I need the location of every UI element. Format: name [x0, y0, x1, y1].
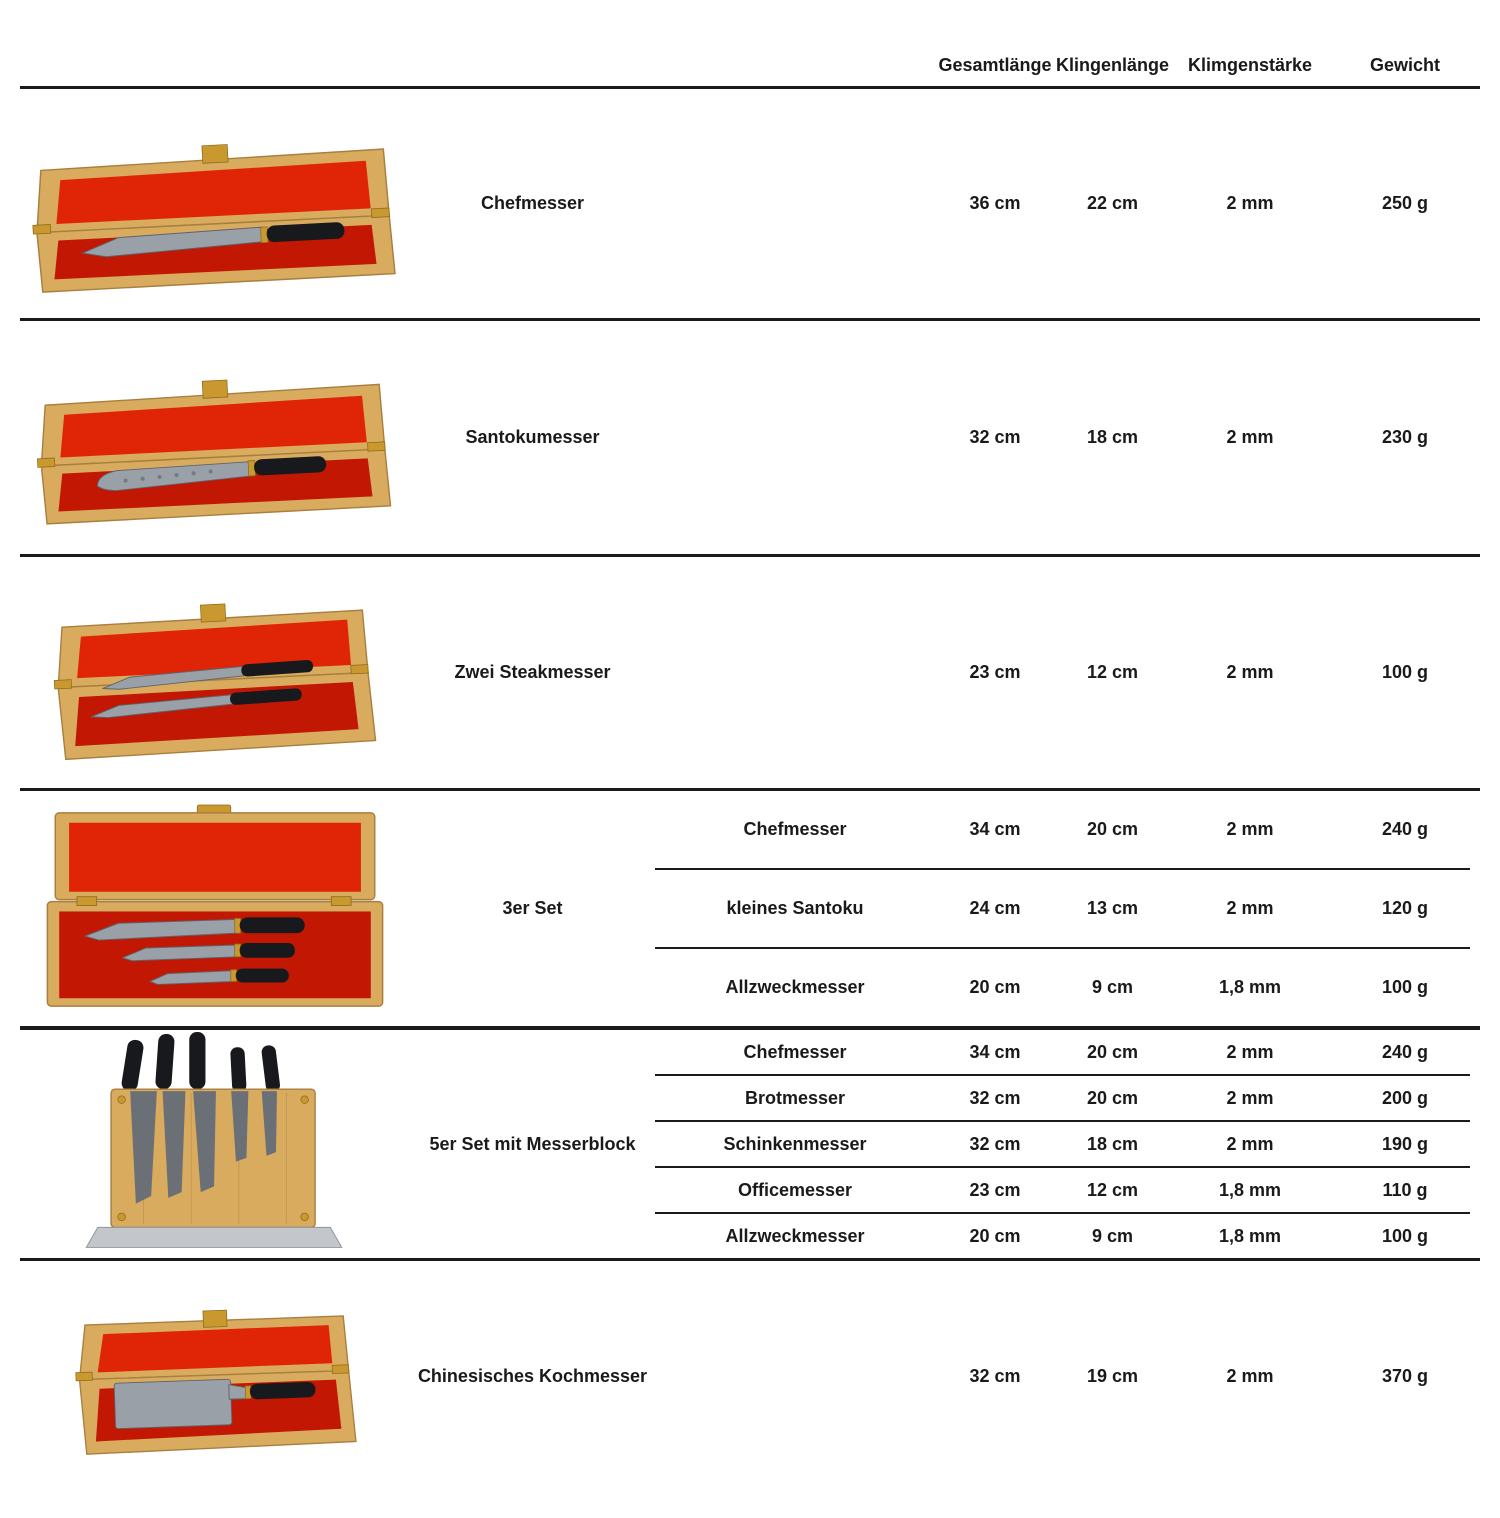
sub-product-name: Allzweckmesser [725, 977, 865, 997]
value-weight: 100 g [1381, 1225, 1429, 1246]
knife-block-illustration [84, 1032, 346, 1256]
value-blade-length: 18 cm [1086, 1133, 1139, 1154]
subrow-brotmesser [655, 1076, 1470, 1120]
product-image-santoku-box [20, 348, 410, 528]
value-blade-thickness: 2 mm [1226, 427, 1274, 447]
value-weight: 190 g [1381, 1133, 1429, 1154]
value-total-length: 20 cm [969, 1225, 1021, 1246]
value-blade-thickness: 2 mm [1226, 1041, 1274, 1062]
chinese-cleaver-box-illustration [65, 1281, 365, 1471]
chef-knife-box-illustration [24, 114, 406, 294]
subrow-officemesser [655, 1168, 1470, 1212]
value-total-length: 36 cm [969, 193, 1021, 213]
product-name: Zwei Steakmesser [454, 662, 611, 682]
product-name: Chefmesser [480, 193, 585, 213]
value-total-length: 32 cm [969, 1365, 1021, 1386]
header-blade-length: Klingenlänge [1055, 55, 1169, 75]
value-weight: 110 g [1382, 1179, 1428, 1200]
subrow-chefmesser [655, 1030, 1470, 1074]
value-blade-length: 12 cm [1086, 662, 1139, 682]
santoku-knife-box-illustration [30, 348, 400, 528]
value-weight: 100 g [1381, 977, 1429, 997]
sub-product-name: Officemesser [737, 1179, 853, 1200]
value-blade-length: 12 cm [1086, 1179, 1139, 1200]
knife-spec-table [20, 18, 1480, 1491]
subrow-chefmesser [655, 791, 1470, 868]
subrow-allzweckmesser [655, 949, 1470, 1026]
value-total-length: 23 cm [969, 1179, 1021, 1200]
product-image-steak-knives-box [20, 575, 410, 770]
steak-knives-box-illustration [45, 575, 385, 770]
sub-product-name: Chefmesser [743, 1041, 847, 1062]
sub-product-name: Chefmesser [743, 819, 847, 839]
header-weight: Gewicht [1369, 55, 1440, 75]
product-name: Santokumesser [465, 427, 600, 447]
value-blade-thickness: 2 mm [1226, 819, 1274, 839]
table-row-santokumesser [20, 321, 1480, 557]
value-blade-length: 13 cm [1086, 898, 1139, 918]
header-total-length: Gesamtlänge [938, 55, 1052, 75]
table-row-5er-set [20, 1030, 1480, 1261]
subrow-allzweckmesser [655, 1214, 1470, 1258]
value-total-length: 24 cm [969, 898, 1021, 918]
value-blade-length: 9 cm [1091, 1225, 1134, 1246]
product-image-chefmesser-box [20, 114, 410, 294]
value-blade-length: 18 cm [1086, 427, 1139, 447]
table-row-chinesisches-kochmesser [20, 1261, 1480, 1491]
product-image-5er-set-block [20, 1032, 410, 1256]
value-total-length: 32 cm [969, 1133, 1021, 1154]
subrow-kleines-santoku [655, 870, 1470, 947]
value-weight: 200 g [1381, 1087, 1429, 1108]
value-blade-length: 20 cm [1086, 819, 1139, 839]
table-row-chefmesser [20, 89, 1480, 321]
value-blade-length: 19 cm [1086, 1365, 1139, 1386]
value-blade-length: 20 cm [1086, 1041, 1139, 1062]
value-blade-thickness: 2 mm [1226, 1087, 1274, 1108]
table-row-zwei-steakmesser [20, 557, 1480, 791]
value-weight: 250 g [1381, 193, 1429, 213]
value-total-length: 23 cm [969, 662, 1021, 682]
value-total-length: 32 cm [969, 427, 1021, 447]
sub-product-name: Schinkenmesser [723, 1133, 867, 1154]
value-total-length: 34 cm [969, 819, 1021, 839]
value-blade-length: 22 cm [1086, 193, 1139, 213]
value-blade-thickness: 1,8 mm [1218, 1179, 1282, 1200]
value-total-length: 34 cm [969, 1041, 1021, 1062]
value-weight: 370 g [1381, 1365, 1429, 1386]
value-weight: 240 g [1381, 1041, 1429, 1062]
sub-product-name: Brotmesser [744, 1087, 846, 1108]
product-image-3er-set-box [20, 803, 410, 1015]
sub-product-name: Allzweckmesser [725, 1225, 865, 1246]
product-image-cleaver-box [20, 1281, 410, 1471]
value-blade-thickness: 2 mm [1226, 898, 1274, 918]
value-blade-length: 20 cm [1086, 1087, 1139, 1108]
set-name: 5er Set mit Messerblock [429, 1133, 636, 1154]
value-blade-thickness: 2 mm [1226, 1365, 1274, 1386]
value-blade-thickness: 2 mm [1226, 662, 1274, 682]
sub-product-name: kleines Santoku [726, 898, 864, 918]
table-row-3er-set [20, 791, 1480, 1030]
subrow-schinkenmesser [655, 1122, 1470, 1166]
value-blade-thickness: 2 mm [1226, 193, 1274, 213]
value-total-length: 32 cm [969, 1087, 1021, 1108]
value-blade-length: 9 cm [1091, 977, 1134, 997]
set-name: 3er Set [502, 898, 563, 918]
value-blade-thickness: 2 mm [1226, 1133, 1274, 1154]
header-blade-thickness: Klimgenstärke [1187, 55, 1313, 75]
value-blade-thickness: 1,8 mm [1218, 1225, 1282, 1246]
value-weight: 230 g [1381, 427, 1429, 447]
value-weight: 120 g [1381, 898, 1429, 918]
value-weight: 240 g [1381, 819, 1429, 839]
table-header-row [20, 18, 1480, 89]
value-total-length: 20 cm [969, 977, 1021, 997]
three-knife-set-box-illustration [27, 803, 403, 1015]
value-weight: 100 g [1381, 662, 1429, 682]
product-name: Chinesisches Kochmesser [417, 1365, 648, 1386]
value-blade-thickness: 1,8 mm [1218, 977, 1282, 997]
